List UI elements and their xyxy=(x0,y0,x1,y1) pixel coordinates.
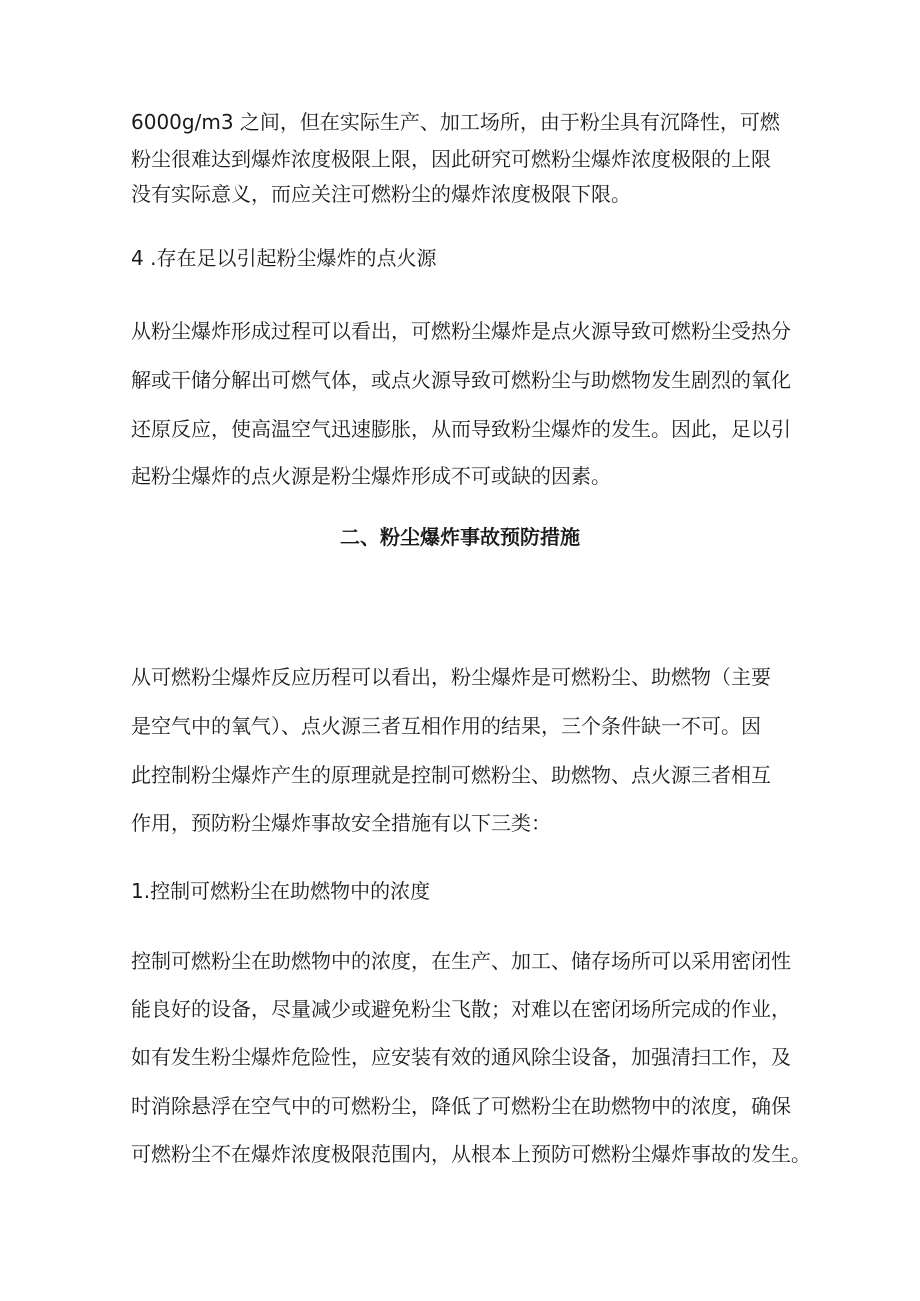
paragraph-3-line-3: 此控制粉尘爆炸产生的原理就是控制可燃粉尘、助燃物、点火源三者相互 xyxy=(131,763,771,787)
section-title: 二、粉尘爆炸事故预防措施 xyxy=(340,525,580,549)
paragraph-4-line-4: 时消除悬浮在空气中的可燃粉尘，降低了可燃粉尘在助燃物中的浓度，确保 xyxy=(131,1094,791,1118)
subheading-1: 1.控制可燃粉尘在助燃物中的浓度 xyxy=(131,879,431,903)
paragraph-4-line-5: 可燃粉尘不在爆炸浓度极限范围内，从根本上预防可燃粉尘爆炸事故的发生。 xyxy=(131,1142,811,1166)
paragraph-1-line-1: 6000g/m3 之间，但在实际生产、加工场所，由于粉尘具有沉降性，可燃 xyxy=(131,110,780,134)
paragraph-4-line-2: 能良好的设备，尽量减少或避免粉尘飞散；对难以在密闭场所完成的作业， xyxy=(131,997,791,1021)
subheading-4: 4 .存在足以引起粉尘爆炸的点火源 xyxy=(131,246,437,270)
paragraph-2-line-1: 从粉尘爆炸形成过程可以看出，可燃粉尘爆炸是点火源导致可燃粉尘受热分 xyxy=(131,319,791,343)
paragraph-2-line-3: 还原反应，使高温空气迅速膨胀，从而导致粉尘爆炸的发生。因此，足以引 xyxy=(131,417,791,441)
paragraph-3-line-2: 是空气中的氧气）、点火源三者互相作用的结果，三个条件缺一不可。因 xyxy=(131,714,761,738)
paragraph-1-line-2: 粉尘很难达到爆炸浓度极限上限，因此研究可燃粉尘爆炸浓度极限的上限 xyxy=(131,147,771,171)
paragraph-1-line-3: 没有实际意义，而应关注可燃粉尘的爆炸浓度极限下限。 xyxy=(131,182,631,206)
paragraph-4-line-3: 如有发生粉尘爆炸危险性，应安装有效的通风除尘设备，加强清扫工作，及 xyxy=(131,1045,791,1069)
paragraph-3-line-4: 作用，预防粉尘爆炸事故安全措施有以下三类： xyxy=(131,811,551,835)
paragraph-3-line-1: 从可燃粉尘爆炸反应历程可以看出，粉尘爆炸是可燃粉尘、助燃物（主要 xyxy=(131,665,771,689)
paragraph-2-line-4: 起粉尘爆炸的点火源是粉尘爆炸形成不可或缺的因素。 xyxy=(131,464,611,488)
paragraph-2-line-2: 解或干储分解出可燃气体，或点火源导致可燃粉尘与助燃物发生剧烈的氧化 xyxy=(131,368,791,392)
paragraph-4-line-1: 控制可燃粉尘在助燃物中的浓度，在生产、加工、储存场所可以采用密闭性 xyxy=(131,949,791,973)
